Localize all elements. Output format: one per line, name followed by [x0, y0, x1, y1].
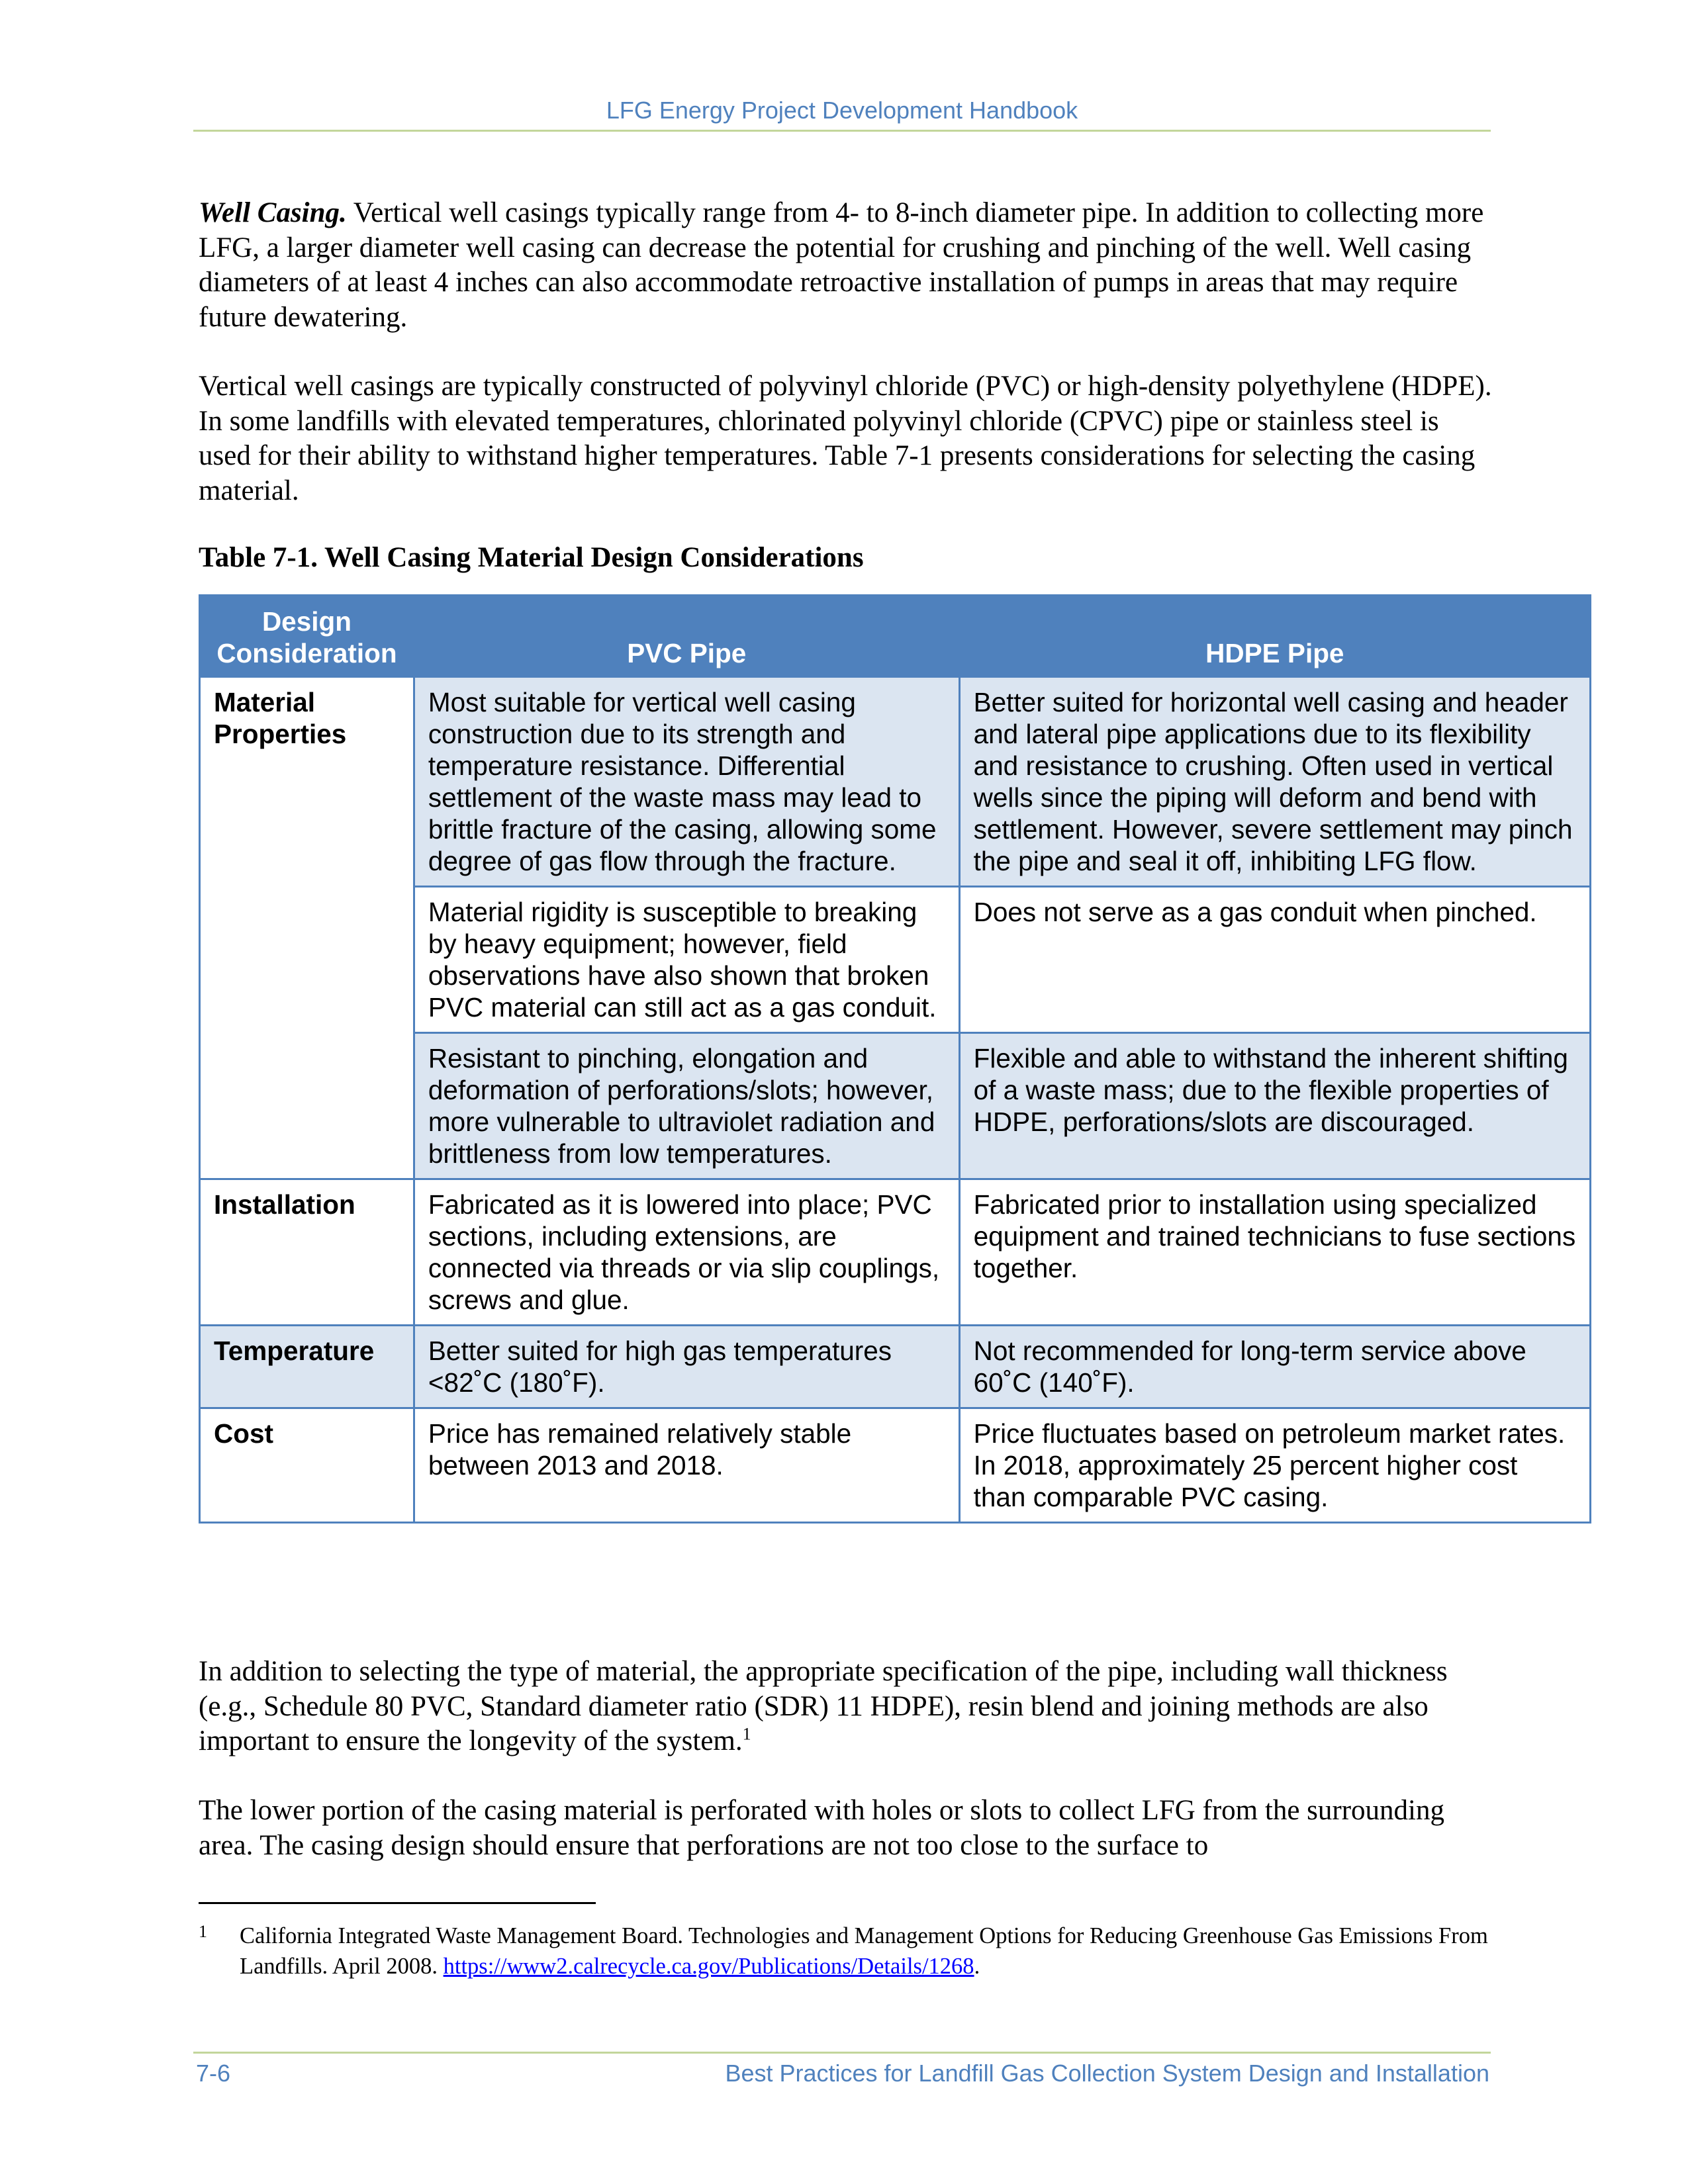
cell-hdpe: Fabricated prior to installation using specialized equipment and trained technicians to fuse sections together.	[959, 1179, 1590, 1326]
casing-material-table	[199, 594, 1591, 1524]
row-label-cost: Cost	[200, 1408, 414, 1523]
cell-pvc: Most suitable for vertical well casing construction due to its strength and temperature resistance. Differential settlement of the waste mass may lead to brittle fracture of the casing, allowing some degree of gas flow through the fracture.	[414, 677, 959, 887]
footer-rule	[193, 2052, 1491, 2054]
paragraph-perforations: The lower portion of the casing material is perforated with holes or slots to collect LFG from the surrounding area. The casing design should ensure that perforations are not too close to the surface to	[199, 1795, 1444, 1861]
paragraph-casing-materials: Vertical well casings are typically constructed of polyvinyl chloride (PVC) or high-density polyethylene (HDPE). In some landfills with elevated temperatures, chlorinated polyvinyl chloride (CPVC) pipe or stainless steel is used for their ability to withstand higher temperatures. Table 7-1 presents considerations for selecting the casing material.	[199, 371, 1492, 506]
footnote-text: California Integrated Waste Management Board. Technologies and Management Options for Reducing Greenhouse Gas Emissions From Landfills. April 2008.	[240, 1923, 1488, 1979]
row-label-material-properties: Material Properties	[200, 677, 414, 1179]
paragraph-well-casing	[199, 196, 1496, 335]
running-footer-title: Best Practices for Landfill Gas Collection System Design and Installation	[725, 2060, 1489, 2087]
table-caption: Table 7-1. Well Casing Material Design Considerations	[199, 542, 864, 573]
footnote-end: .	[974, 1954, 980, 1979]
footnote-number: 1	[199, 1922, 207, 1941]
row-label-installation: Installation	[200, 1179, 414, 1326]
row-label-temperature: Temperature	[200, 1326, 414, 1408]
paragraph-text: In addition to selecting the type of material, the appropriate specification of the pipe, including wall thickness (e.g., Schedule 80 PVC, Standard diameter ratio (SDR) 11 HDPE), resin blend and joining methods are also important to ensure the longevity of the system.	[199, 1656, 1448, 1756]
footnote-link[interactable]: https://www2.calrecycle.ca.gov/Publications/Details/1268	[443, 1954, 974, 1979]
table-row	[200, 677, 1591, 887]
cell-pvc: Price has remained relatively stable between 2013 and 2018.	[414, 1408, 959, 1523]
footnote-reference[interactable]: 1	[742, 1724, 751, 1744]
footnote-separator	[199, 1902, 596, 1904]
table-row-temperature	[200, 1326, 1591, 1408]
paragraph-pipe-specification	[199, 1655, 1496, 1759]
cell-pvc: Better suited for high gas temperatures <82˚C (180˚F).	[414, 1326, 959, 1408]
cell-pvc: Material rigidity is susceptible to breaking by heavy equipment; however, field observations have also shown that broken PVC material can still act as a gas conduit.	[414, 887, 959, 1033]
cell-hdpe: Not recommended for long-term service above 60˚C (140˚F).	[959, 1326, 1590, 1408]
paragraph-lead: Well Casing.	[199, 197, 347, 228]
cell-hdpe: Flexible and able to withstand the inherent shifting of a waste mass; due to the flexible properties of HDPE, perforations/slots are discouraged.	[959, 1033, 1590, 1179]
header-pvc-pipe: PVC Pipe	[414, 596, 959, 677]
header-design-consideration: Design Consideration	[200, 596, 414, 677]
table-row-cost	[200, 1408, 1591, 1523]
table-header-row	[200, 596, 1591, 677]
header-rule	[193, 130, 1491, 132]
cell-hdpe: Better suited for horizontal well casing and header and lateral pipe applications due to its flexibility and resistance to crushing. Often used in vertical wells since the piping will deform and bend with settlement. However, severe settlement may pinch the pipe and seal it off, inhibiting LFG flow.	[959, 677, 1590, 887]
cell-pvc: Fabricated as it is lowered into place; PVC sections, including extensions, are connected via threads or via slip couplings, screws and glue.	[414, 1179, 959, 1326]
running-header: LFG Energy Project Development Handbook	[606, 97, 1078, 124]
cell-hdpe: Does not serve as a gas conduit when pinched.	[959, 887, 1590, 1033]
page-number: 7-6	[196, 2060, 231, 2087]
cell-hdpe: Price fluctuates based on petroleum market rates. In 2018, approximately 25 percent higher cost than comparable PVC casing.	[959, 1408, 1590, 1523]
header-hdpe-pipe: HDPE Pipe	[959, 596, 1590, 677]
cell-pvc: Resistant to pinching, elongation and deformation of perforations/slots; however, more vulnerable to ultraviolet radiation and brittleness from low temperatures.	[414, 1033, 959, 1179]
table-row-installation	[200, 1179, 1591, 1326]
paragraph-text: Vertical well casings typically range from 4- to 8-inch diameter pipe. In addition to collecting more LFG, a larger diameter well casing can decrease the potential for crushing and pinching of the well. Well casing diameters of at least 4 inches can also accommodate retroactive installation of pumps in areas that may require future dewatering.	[199, 197, 1484, 333]
footnote	[199, 1921, 1489, 1981]
